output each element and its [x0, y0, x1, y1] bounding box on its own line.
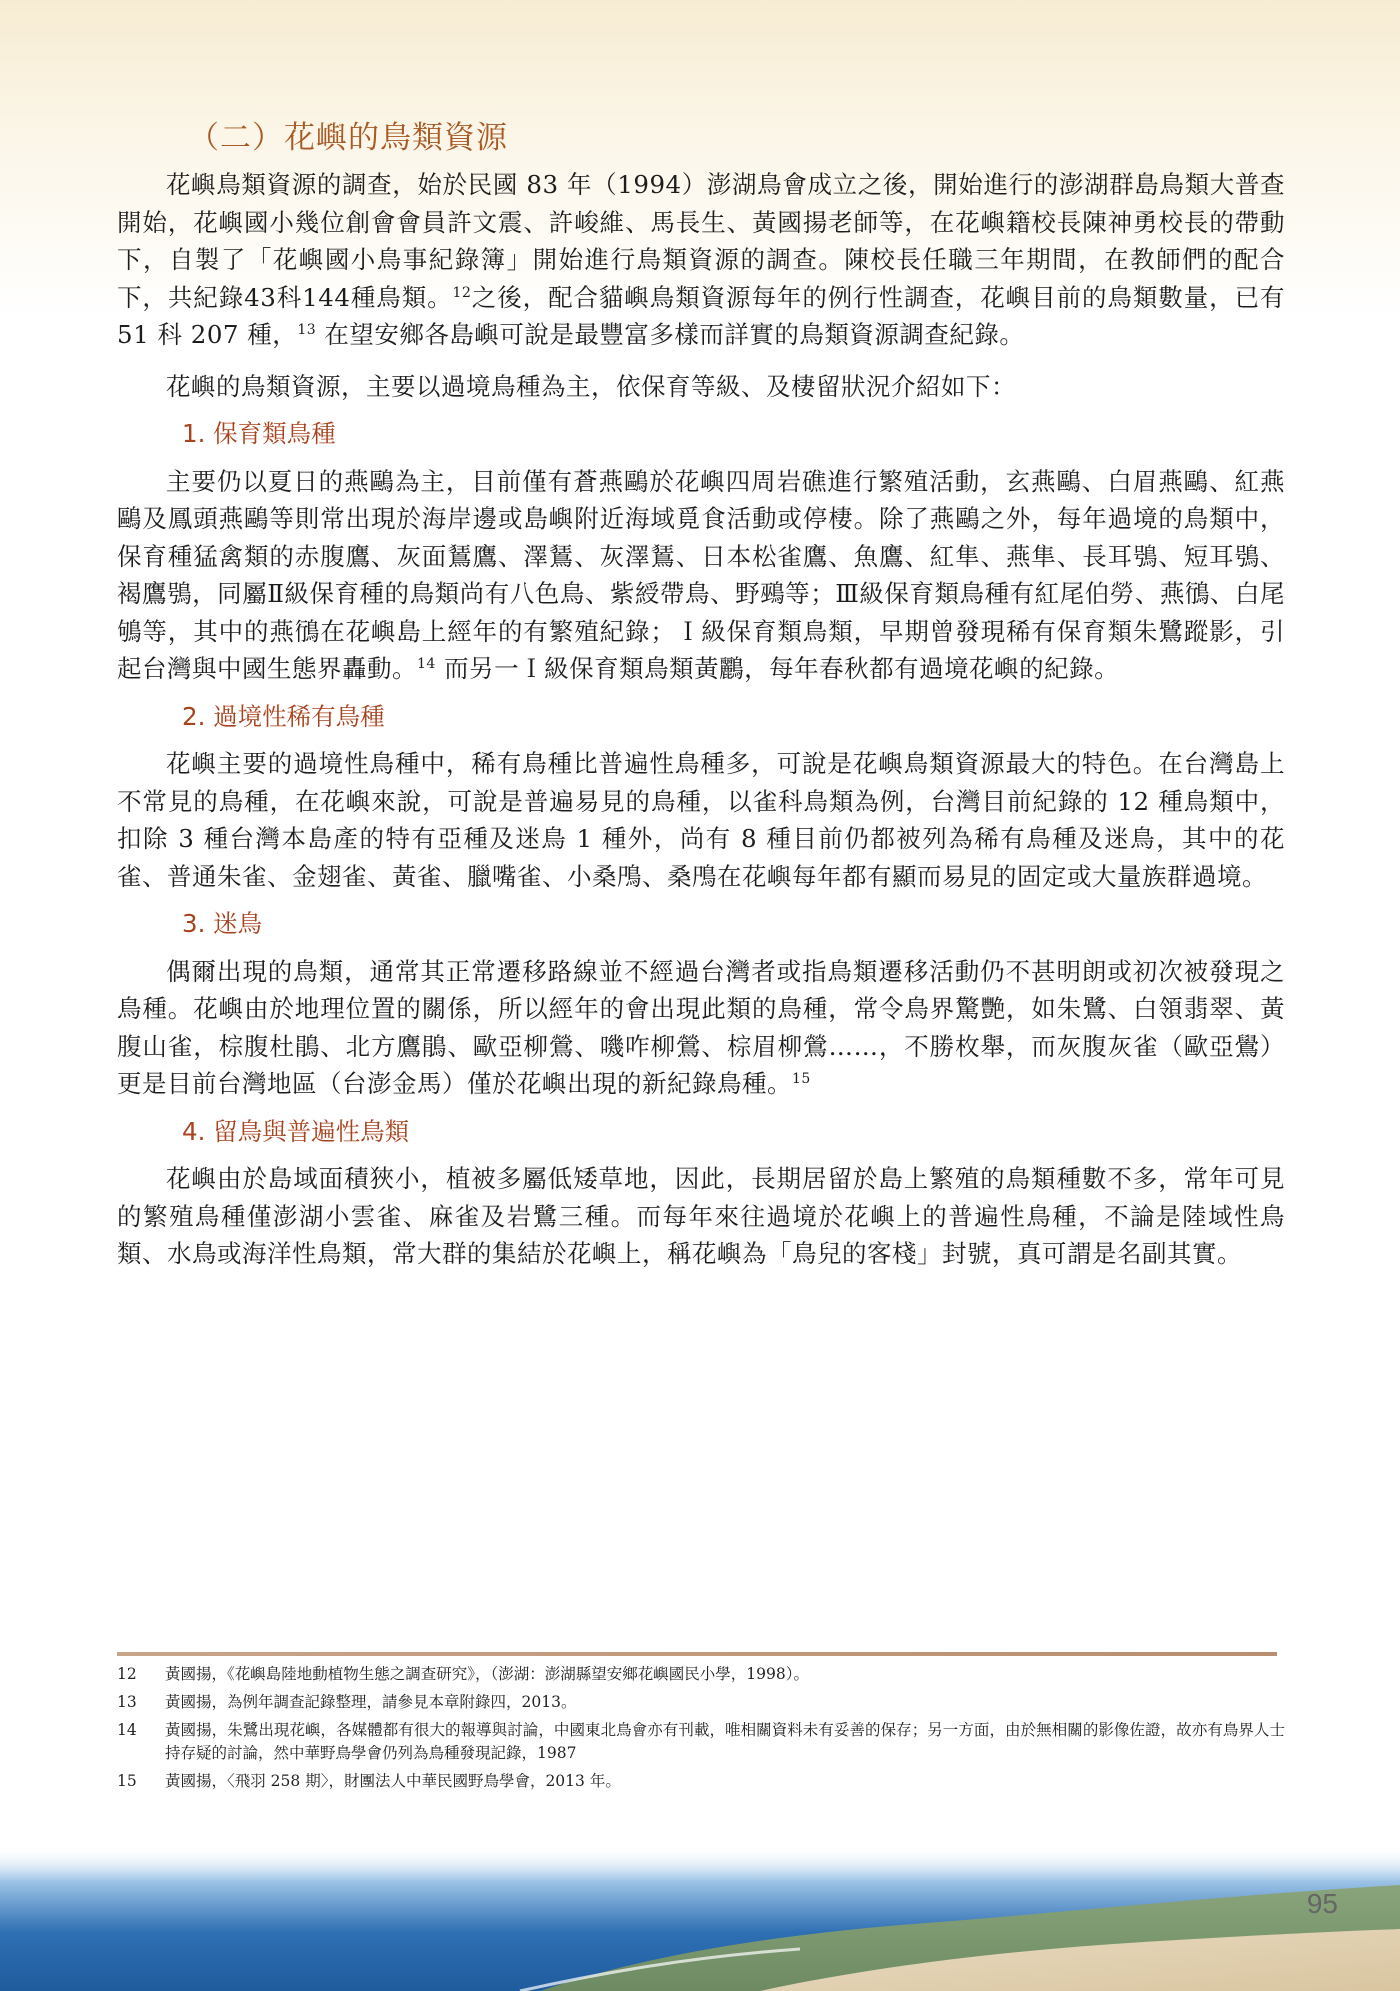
- body-text: [117, 166, 1285, 1273]
- intro-paragraph-1: [117, 166, 1285, 354]
- footnote-text: 黃國揚，〈飛羽 258 期〉，財團法人中華民國野鳥學會，2013 年。: [165, 1772, 621, 1790]
- subheading-conservation: 1. 保育類鳥種: [182, 419, 336, 448]
- footnote-divider: [117, 1652, 1277, 1656]
- vagrants-text: 偶爾出現的鳥類，通常其正常遷移路線並不經過台灣者或指鳥類遷移活動仍不甚明朗或初次被發現之鳥種。花嶼由於地理位置的關係，所以經年的會出現此類的鳥種，常令鳥界驚艷，如朱鷺、白領翡翠、黃腹山雀，棕腹杜鵑、北方鷹鵑、歐亞柳鶯、嘰咋柳鶯、棕眉柳鶯……，不勝枚舉，而灰腹灰雀（歐亞鷽）更是目前台灣地區（台澎金馬）僅於花嶼出現的新紀錄鳥種。: [117, 956, 1285, 1098]
- section-title: （二）花嶼的鳥類資源: [188, 120, 508, 156]
- footnote-text: 黃國揚，《花嶼島陸地動植物生態之調查研究》，（澎湖：澎湖縣望安鄉花嶼國民小學，1998）。: [165, 1665, 809, 1683]
- footnote-number: 12: [117, 1665, 137, 1683]
- footnote-14: [117, 1719, 1285, 1765]
- footnote-number: 15: [117, 1772, 137, 1790]
- intro-paragraph-2: 花嶼的鳥類資源，主要以過境鳥種為主，依保育等級、及棲留狀況介紹如下：: [166, 371, 1016, 401]
- subheading-vagrants: 3. 迷鳥: [182, 909, 263, 938]
- subheading-rare-migrants: 2. 過境性稀有鳥種: [182, 701, 385, 731]
- coastline-image: [0, 1845, 1400, 1991]
- footnote-ref-14[interactable]: 14: [417, 655, 436, 672]
- footnote-13: [117, 1691, 1285, 1714]
- footnote-text: 黃國揚，為例年調查記錄整理，請參見本章附錄四，2013。: [165, 1693, 577, 1711]
- footnote-number: 14: [117, 1721, 137, 1739]
- subheading-residents: 4. 留鳥與普遍性鳥類: [182, 1116, 410, 1146]
- footnote-ref-12[interactable]: 12: [452, 284, 472, 301]
- intro-p1-text: 花嶼鳥類資源的調查，始於民國 83 年（1994）澎湖鳥會成立之後，開始進行的澎湖群島鳥類大普查開始，花嶼國小幾位創會會員許文震、許峻維、馬長生、黃國揚老師等，在花嶼籍校長陳神勇校長的帶動下，自製了「花嶼國小鳥事紀錄簿」開始進行鳥類資源的調查。陳校長任職三年期間，在教師們的配合下，共紀錄43科144種鳥類。: [117, 170, 1285, 312]
- conservation-text-a: 主要仍以夏日的燕鷗為主，目前僅有蒼燕鷗於花嶼四周岩礁進行繁殖活動，玄燕鷗、白眉燕鷗、紅燕鷗及鳳頭燕鷗等則常出現於海岸邊或島嶼附近海域覓食活動或停棲。除了燕鷗之外，每年過境的鳥類中，保育種猛禽類的赤腹鷹、灰面鵟鷹、澤鵟、灰澤鵟、日本松雀鷹、魚鷹、紅隼、燕隼、長耳鴞、短耳鴞、褐鷹鴞，同屬Ⅱ級保育種的鳥類尚有八色鳥、紫綬帶鳥、野鵐等；Ⅲ級保育類鳥種有紅尾伯勞、燕鴴、白尾鴝等，其中的燕鴴在花嶼島上經年的有繁殖紀錄；Ｉ級保育類鳥類，早期曾發現稀有保育類朱鷺蹤影，引起台灣與中國生態界轟動。: [117, 466, 1285, 683]
- footnote-15: [117, 1770, 1285, 1793]
- footnotes: [117, 1663, 1285, 1798]
- paragraph-residents: 花嶼由於島域面積狹小，植被多屬低矮草地，因此，長期居留於島上繁殖的鳥類種數不多，常年可見的繁殖鳥種僅澎湖小雲雀、麻雀及岩鷺三種。而每年來往過境於花嶼上的普遍性鳥種，不論是陸域性鳥類、水鳥或海洋性鳥類，常大群的集結於花嶼上，稱花嶼為「鳥兒的客棧」封號，真可謂是名副其實。: [117, 1164, 1285, 1268]
- footnote-number: 13: [117, 1693, 137, 1711]
- conservation-text-b: 而另一Ｉ級保育類鳥類黃鸝，每年春秋都有過境花嶼的紀錄。: [435, 654, 1120, 683]
- intro-p1-text-c: 在望安鄉各島嶼可說是最豐富多樣而詳實的鳥類資源調查紀錄。: [316, 320, 1025, 349]
- intro-p1-text-b: 之後，配合貓嶼鳥類資源每年的例行性調查，花嶼目前的鳥類數量，已有 51 科 207 種，: [117, 282, 1285, 349]
- paragraph-conservation: [117, 463, 1285, 688]
- footnote-ref-15[interactable]: 15: [792, 1070, 811, 1087]
- paragraph-rare-migrants: 花嶼主要的過境性鳥種中，稀有鳥種比普遍性鳥種多，可說是花嶼鳥類資源最大的特色。在台灣島上不常見的鳥種，在花嶼來說，可說是普遍易見的鳥種，以雀科鳥類為例，台灣目前紀錄的 12 種鳥類中，扣除 3 種台灣本島產的特有亞種及迷鳥 1 種外，尚有 8 種目前仍都被列為稀有鳥種及迷鳥，其中的花雀、普通朱雀、金翅雀、黃雀、臘嘴雀、小桑鳲、桑鳲在花嶼每年都有顯而易見的固定或大量族群過境。: [117, 749, 1285, 891]
- footnote-12: [117, 1663, 1285, 1686]
- page-number: 95: [1306, 1888, 1338, 1919]
- footnote-text: 黃國揚，朱鷺出現花嶼，各媒體都有很大的報導與討論，中國東北鳥會亦有刊載，唯相關資料未有妥善的保存；另一方面，由於無相關的影像佐證，故亦有鳥界人士持存疑的討論，然中華野鳥學會仍列為鳥種發現記錄，1987: [165, 1721, 1285, 1762]
- footnote-ref-13[interactable]: 13: [297, 321, 317, 338]
- paragraph-vagrants: [117, 953, 1285, 1103]
